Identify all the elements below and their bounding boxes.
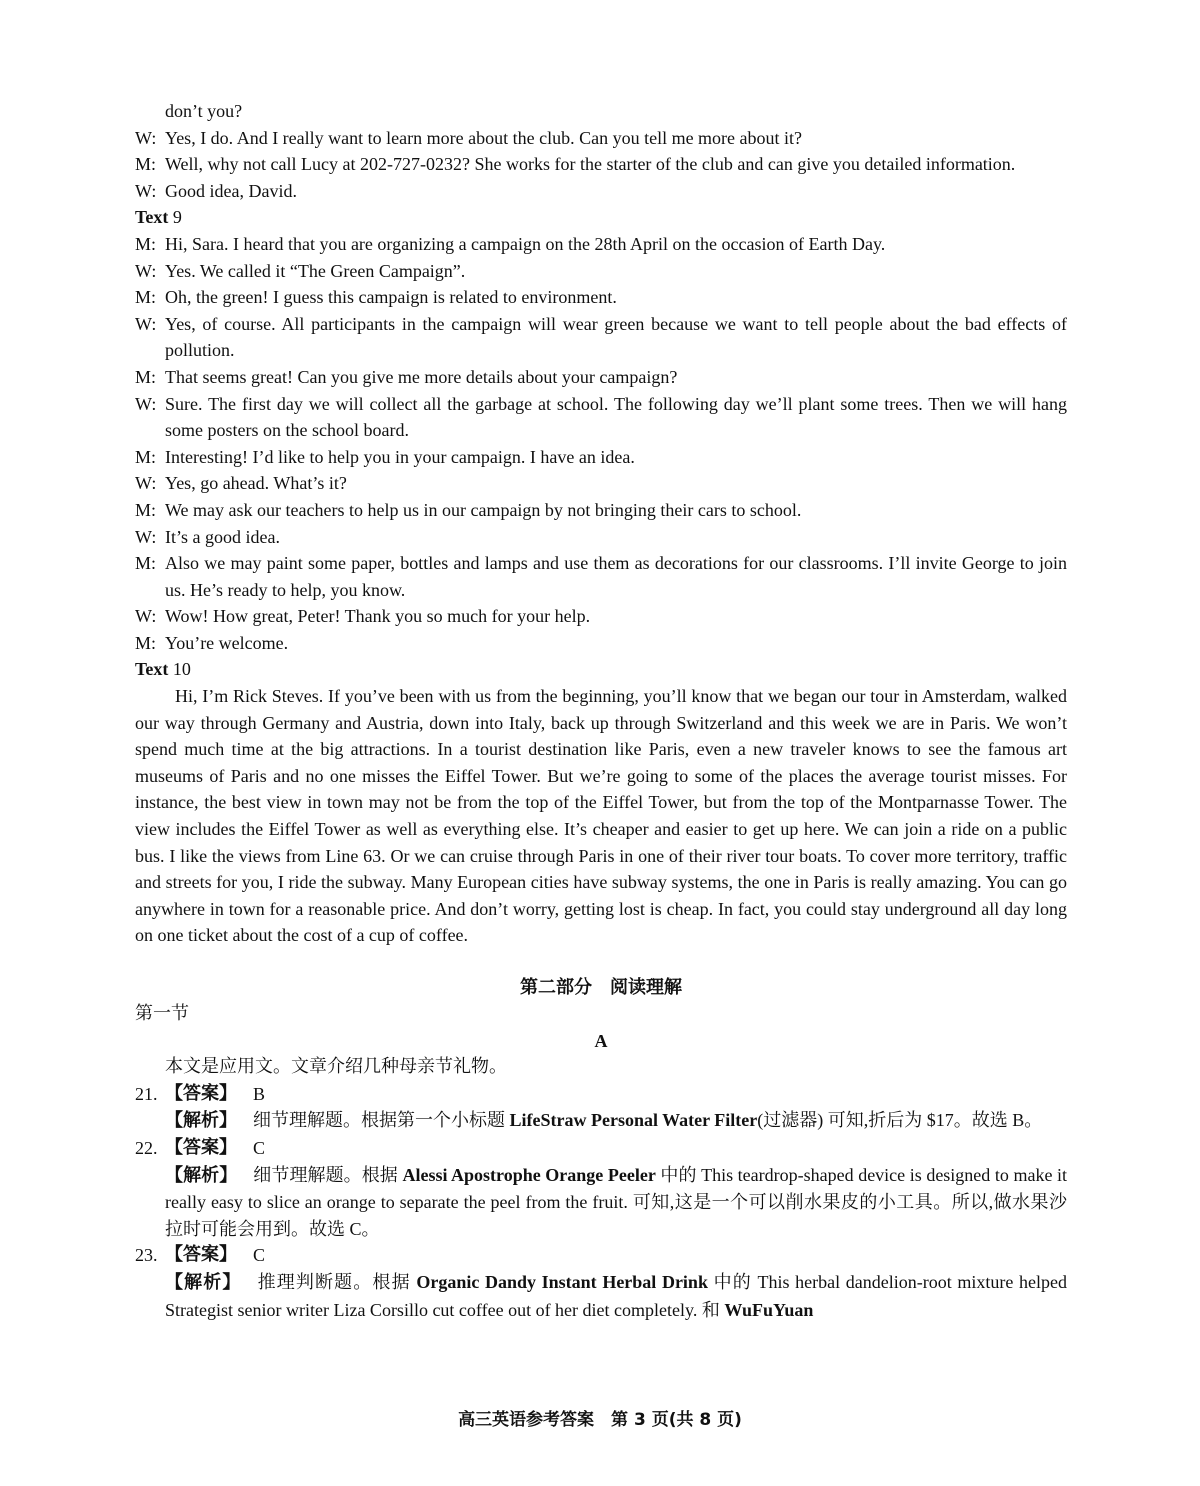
dialogue-line: M: Also we may paint some paper, bottles and lamps and use them as decorations for our classrooms. I’ll invite George to join us. He’s ready to help, you know.	[135, 553, 1067, 600]
text9-heading: Text 9	[135, 207, 182, 228]
answer-value: B	[253, 1083, 266, 1104]
answer-list	[135, 1081, 1067, 1323]
section-title: 第二部分 阅读理解	[520, 977, 682, 998]
explain-tag: 【解析】	[165, 1271, 242, 1293]
answer-item	[135, 1135, 1067, 1242]
explanation-keyword: Organic Dandy Instant Herbal Drink	[416, 1271, 708, 1292]
dialogue-line: M: Interesting! I’d like to help you in your campaign. I have an idea.	[135, 446, 635, 467]
dialogue-line: M: That seems great! Can you give me more details about your campaign?	[135, 366, 678, 387]
dialogue-line: W: Yes, of course. All participants in the campaign will wear green because we want to tell people about the bad effects of pollution.	[135, 313, 1067, 361]
answer-row	[135, 1242, 1067, 1269]
dialogue-line: M: We may ask our teachers to help us in our campaign by not bringing their cars to school.	[135, 499, 802, 520]
subsection-label: 第一节	[135, 1003, 189, 1024]
answer-tag: 【答案】	[165, 1136, 237, 1158]
explanation-text: 细节理解题。根据	[253, 1164, 403, 1185]
explanation-text: 中的 This teardrop-shaped device is designed to make it really easy to slice an orange to separate the peel from the fruit. 可知,这是一个可以削水果皮的小工具。所以,做水果沙拉时可能会用到。故选 C。	[165, 1164, 1068, 1239]
dialogue-line: W: Yes, I do. And I really want to learn more about the club. Can you tell me more about it?	[135, 127, 803, 148]
question-number: 22.	[135, 1137, 158, 1158]
explanation-text: 推理判断题。根据	[257, 1271, 417, 1292]
passage-label: A	[594, 1030, 608, 1051]
explanation	[135, 1107, 1067, 1135]
explanation-text: 中的 This herbal dandelion-root mixture helped Strategist senior writer Liza Corsillo cut coffee out of her diet completely. 和	[165, 1271, 1068, 1320]
dialogue-top	[135, 98, 1067, 204]
answer-item	[135, 1081, 1067, 1135]
question-number: 23.	[135, 1245, 158, 1266]
dialogue-line: W: Wow! How great, Peter! Thank you so much for your help.	[135, 606, 591, 627]
dialogue-line: don’t you?	[165, 101, 243, 121]
explanation-keyword: WuFuYuan	[724, 1299, 814, 1320]
answer-item	[135, 1242, 1067, 1323]
explain-tag: 【解析】	[165, 1164, 238, 1186]
answer-value: C	[253, 1245, 266, 1266]
answer-tag: 【答案】	[165, 1244, 237, 1266]
dialogue-line: M: Well, why not call Lucy at 202-727-0232? She works for the starter of the club and can give you detailed information.	[135, 154, 1016, 175]
explanation-keyword: LifeStraw Personal Water Filter	[509, 1110, 758, 1131]
explanation	[135, 1269, 1067, 1323]
dialogue-line: W: Yes, go ahead. What’s it?	[135, 473, 347, 494]
explanation-keyword: Alessi Apostrophe Orange Peeler	[402, 1164, 656, 1185]
page-footer: 高三英语参考答案 第 3 页(共 8 页)	[458, 1410, 742, 1430]
explanation-text: 细节理解题。根据第一个小标题	[253, 1110, 510, 1131]
answer-row	[135, 1135, 1067, 1162]
explanation	[135, 1162, 1067, 1243]
text10-paragraph: Hi, I’m Rick Steves. If you’ve been with us from the beginning, you’ll know that we began our tour in Amsterdam, walked our way through Germany and Austria, down into Italy, back up through Switzerland and this week we are in Paris. We won’t spend much time at the big attractions. In a tourist destination like Paris, even a new traveler knows to see the famous art museums of Paris and no one misses the Eiffel Tower. But we’re going to some of the places the average tourist misses. For instance, the best view in town may not be from the top of the Eiffel Tower, but from the top of the Montparnasse Tower. The view includes the Eiffel Tower as well as everything else. It’s cheaper and easier to get up here. We can join a ride on a public bus. I like the views from Line 63. Or we can cruise through Paris in one of their river tour boats. To cover more territory, traffic and streets for you, I ride the subway. Many European cities have subway systems, the one in Paris is really amazing. You can go anywhere in town for a reasonable price. And don’t worry, getting lost is cheap. In fact, you could stay underground all day long on one ticket about the cost of a cup of coffee.	[135, 686, 1067, 946]
text9-dialogue	[135, 231, 1067, 657]
dialogue-line: M: Hi, Sara. I heard that you are organizing a campaign on the 28th April on the occasion of Earth Day.	[135, 233, 886, 254]
dialogue-line: M: Oh, the green! I guess this campaign is related to environment.	[135, 287, 617, 308]
document-page	[135, 98, 1067, 1323]
explain-tag: 【解析】	[165, 1110, 237, 1132]
text10-heading: Text 10	[135, 659, 191, 680]
answer-value: C	[253, 1137, 266, 1158]
dialogue-line: W: Sure. The first day we will collect all the garbage at school. The following day we’ll plant some trees. Then we will hang some posters on the school board.	[135, 393, 1067, 441]
dialogue-line: W: Good idea, David.	[135, 180, 297, 201]
explanation-text: (过滤器) 可知,折后为 $17。故选 B。	[757, 1110, 1043, 1131]
dialogue-line: W: Yes. We called it “The Green Campaign”.	[135, 260, 466, 281]
answer-tag: 【答案】	[165, 1082, 237, 1104]
answer-row	[135, 1081, 1067, 1108]
dialogue-line: M: You’re welcome.	[135, 632, 289, 653]
passage-intro: 本文是应用文。文章介绍几种母亲节礼物。	[165, 1056, 507, 1078]
dialogue-line: W: It’s a good idea.	[135, 526, 280, 547]
question-number: 21.	[135, 1083, 158, 1104]
